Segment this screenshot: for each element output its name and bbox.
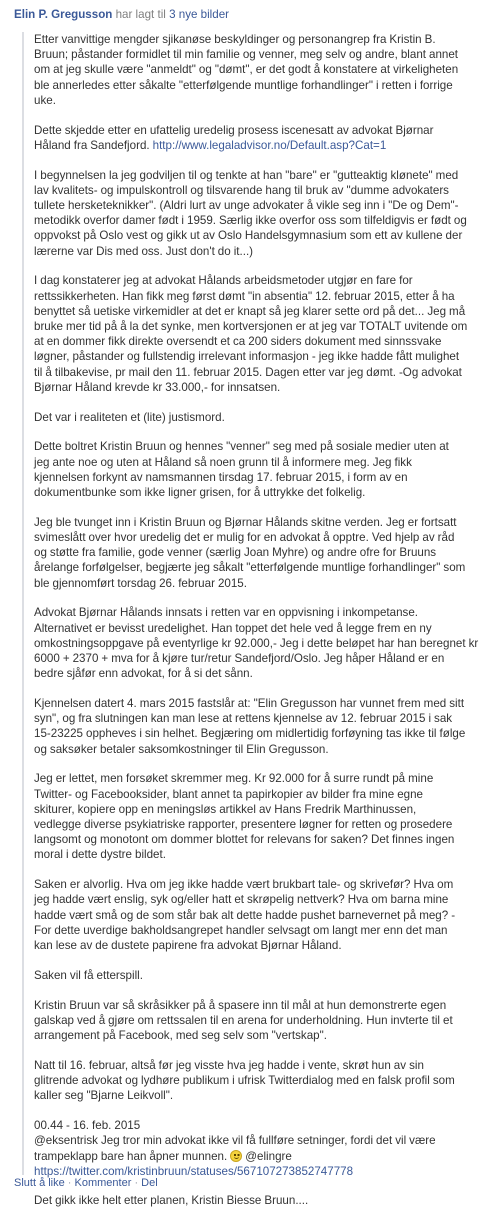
- comment-button[interactable]: Kommenter: [74, 1177, 132, 1189]
- tweet-link[interactable]: https://twitter.com/kristinbruun/statuses/567107273852747778: [34, 1164, 354, 1178]
- author-name[interactable]: Elin P. Gregusson: [14, 8, 113, 21]
- share-button[interactable]: Del: [141, 1177, 158, 1189]
- smiley-emoji-icon: [230, 1150, 242, 1162]
- paragraph-9: Kjennelsen datert 4. mars 2015 fastslår at: "Elin Gregusson har vunnet frem med sitt syn", og fra slutningen kan man lese at rettens kjennelse av 12. februar 2015 i sak 15-23225 oppheves i sin helhet. Begjæring om midlertidig forføyning tas ikke til følge og saksøker betaler saksomkostninger til Elin Gregusson.: [34, 697, 466, 756]
- paragraph-14: Natt til 16. februar, altså før jeg visste hva jeg hadde i vente, skrøt hun av sin glitrende advokat og lydhøre publikum i ufrisk Twitterdialog med en falsk profil som kaller seg "Bjarne Leikvoll".: [34, 1058, 455, 1103]
- tweet-time: 00.44 - 16. feb. 2015: [34, 1119, 141, 1133]
- paragraph-8: Advokat Bjørnar Hålands innsats i retten var en oppvisning i inkompetanse. Alternativet er bevisst uredelighet. Han toppet det hele ved å legge frem en ny omkostningsoppgave på eventyrlige kr 92.000,- Jeg i dette beløpet har han beregnet kr 6000 + 2370 + mva for å kjøre tur/retur Sandefjord/Oslo. Jeg håper Håland er en bedre sjåfør enn advokat, for å si det sånn.: [34, 606, 479, 681]
- paragraph-5: Det var i realiteten et (lite) justismord.: [34, 410, 225, 424]
- post-actions-bar: [14, 1176, 484, 1190]
- paragraph-2: [34, 123, 488, 153]
- paragraph-7: Jeg ble tvunget inn i Kristin Bruun og Bjørnar Hålands skitne verden. Jeg er fortsatt svimeslått over hvor uredelig det er mulig for en advokat å opptre. Ved hjelp av råd og støtte fra familie, gode venner (særlig Joan Myhre) og andre ofre for Bruuns årelange forfølgelser, begjærte jeg såkalt "etterfølgende muntlige forhandlinger" som ble gjennomført torsdag 26. februar 2015.: [34, 515, 466, 590]
- photos-link[interactable]: 3 nye bilder: [169, 8, 230, 21]
- paragraph-3: I begynnelsen la jeg godviljen til og tenkte at han "bare" er "gutteaktig klønete" med lav kvalitets- og impulskontroll og tilsvarende hang til bruk av "dumme advokaters tullete hersketeknikker". (Aldri lurt av unge advokater å vikle seg inn i "De og Dem"- metodikk overfor damer født i 1959. Særlig ikke overfor oss som tilfeldigvis er født og oppvokst på Oslo vest og gikk ut av Oslo Handelsgymnasium som ett av kullene der lærerne var Dis med oss. Just don't do it...): [34, 168, 467, 258]
- paragraph-6: Dette boltret Kristin Bruun og hennes "venner" seg med på sosiale medier uten at jeg ante noe og uten at Håland så noen grunn til å informere meg. Jeg fikk kjennelsen forkynt av namsmannen tirsdag 17. februar 2015, i form av en dokumentbunke som ikke ligner grisen, for å uttrykke det folkelig.: [34, 440, 449, 500]
- post-header: [14, 7, 484, 23]
- paragraph-1: Etter vanvittige mengder sjikanøse beskyldinger og personangrep fra Kristin B. Bruun; påstander formidlet til min familie og venner, meg selv og andre, blant annet om at jeg skulle være "anmeldt" og "dømt", er det godt å konstatere at virkeligheten ble annerledes etter såkalte "etterfølgende muntlige forhandlinger" i retten i forrige uke.: [34, 33, 459, 107]
- unlike-button[interactable]: Slutt å like: [14, 1177, 65, 1189]
- paragraph-11: Saken er alvorlig. Hva om jeg ikke hadde vært brukbart tale- og skrivefør? Hva om jeg hadde vært enslig, syk og/eller hatt et skrøpelig nettverk? Hva om barna mine hadde vært små og de som står bak alt dette hadde pushet barnevernet på meg? - For dette uverdige bakholdsangrepet handler selvsagt om langt mer enn det man kan lese av de dustete papirene fra advokat Bjørnar Håland.: [34, 878, 456, 953]
- paragraph-2-text: Dette skjedde etter en ufattelig uredelig prosess iscenesatt av advokat Bjørnar Håland fra Sandefjord.: [34, 123, 434, 152]
- paragraph-15: Det gikk ikke helt etter planen, Kristin Biesse Bruun....: [34, 1193, 309, 1207]
- action-separator: ·: [64, 1177, 75, 1189]
- paragraph-13: Kristin Bruun var så skråsikker på å spasere inn til mål at hun demonstrerte egen galskap ved å gjøre om rettssalen til en arena for underholdning. Hun invterte til et arrangement på Facebook, med seg selv som "vertskap".: [34, 998, 453, 1043]
- paragraph-4: I dag konstaterer jeg at advokat Hålands arbeidsmetoder utgjør en fare for rettssikkerheten. Han fikk meg først dømt "in absentia" 12. februar 2015, etter å ha benyttet så uetiske virkemidler at det er knapt så jeg klarer sette ord på det... Jeg må bruke mer tid på å la det synke, men kortversjonen er at jeg var TOTALT uvitende om at en dommer fikk direkte oversendt et ca 200 siders dokument med sinnssvake løgner, påstander og fullstendig irrelevant informasjon - jeg ikke hadde fått mulighet til å tilbakevise, pr mail den 11. februar 2015. Dagen etter var jeg dømt. -Og advokat Bjørnar Håland krevde kr 33.000,- for innsatsen.: [34, 274, 468, 394]
- tweet-text: @eksentrisk Jeg tror min advokat ikke vil få fullføre setninger, fordi det vil være trampeklapp bare han åpner munnen.: [34, 1134, 436, 1163]
- action-separator: ·: [131, 1177, 142, 1189]
- post-action: har lagt til: [112, 8, 170, 21]
- paragraph-10: Jeg er lettet, men forsøket skremmer meg. Kr 92.000 for å surre rundt på mine Twitter- og Facebooksider, blant annet ta papirkopier av bilder fra mine egne skiturer, kopiere opp en meningsløs artikkel av Hans Fredrik Marthinussen, vedlegge diverse psykiatriske rapporter, presentere løgner for retten og prosedere langsomt og monotont om dommer blottet for relevans for saken? Det finnes ingen moral i dette dystre bildet.: [34, 772, 455, 862]
- tweet-mention: @elingre: [242, 1149, 292, 1163]
- quoted-tweet: [34, 1118, 488, 1179]
- legaladvisor-link[interactable]: http://www.legaladvisor.no/Default.asp?Cat=1: [152, 138, 387, 152]
- paragraph-12: Saken vil få etterspill.: [34, 968, 143, 982]
